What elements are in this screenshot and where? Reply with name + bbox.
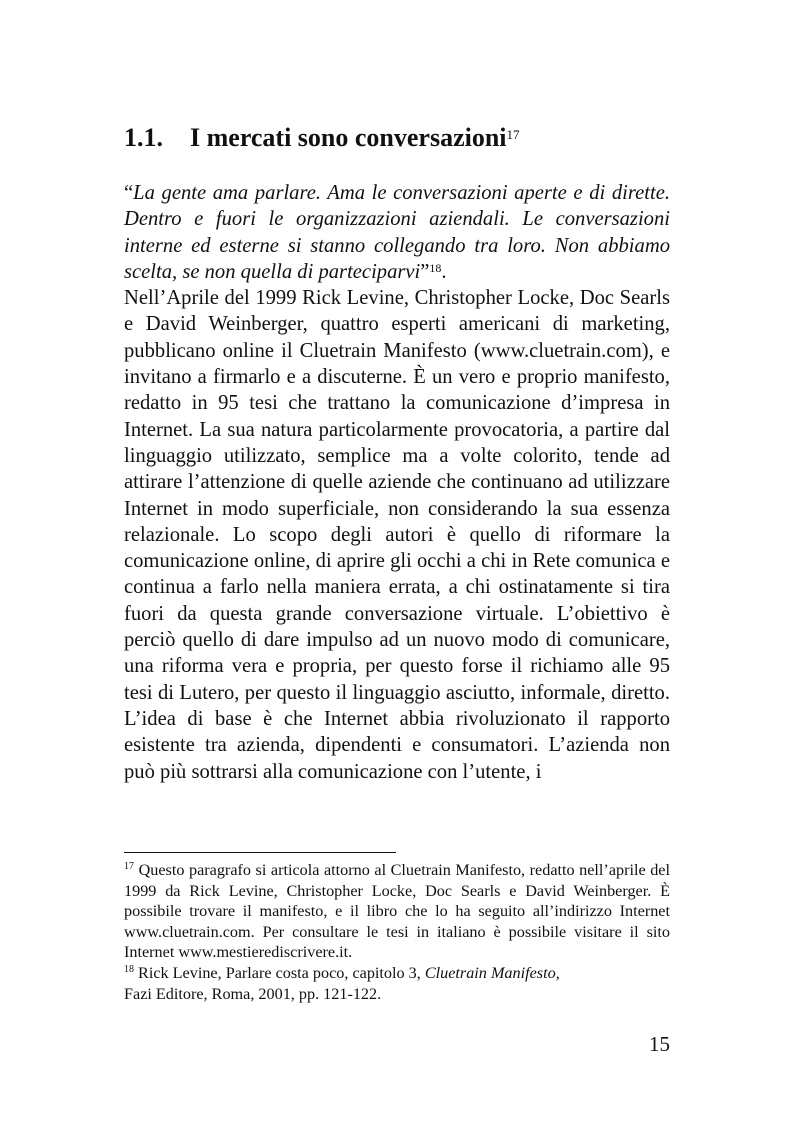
footnote-ref-17[interactable]: 17	[506, 127, 520, 142]
section-title: I mercati sono conversazioni	[190, 123, 507, 152]
footnote-17-text: Questo paragrafo si articola attorno al Cluetrain Manifesto, redatto nell’aprile del 1999 da Rick Levine, Christopher Locke, Doc Searls e David Weinberger. È possibile trovare il manifesto, e il libro che lo ha seguito all’indirizzo Internet www.cluetrain.com. Per consultare le tesi in italiano è possibile visitare il sito Internet www.mestierediscrivere.it.	[124, 861, 670, 962]
page-number: 15	[649, 1032, 670, 1056]
quote-text: La gente ama parlare. Ama le conversazioni aperte e di dirette. Dentro e fuori le organizzazioni aziendali. Le conversazioni interne ed esterne si stanno collegando tra loro. Non abbiamo scelta, se non quella di parteciparvi	[124, 182, 670, 283]
footnote-18-italic: Cluetrain Manifesto	[424, 963, 556, 982]
quote-period: .	[441, 260, 447, 283]
opening-quote	[124, 180, 670, 285]
footnote-18-text: Rick Levine, Parlare costa poco, capitolo 3,	[138, 963, 421, 982]
main-paragraph: Nell’Aprile del 1999 Rick Levine, Christopher Locke, Doc Searls e David Weinberger, quattro esperti americani di marketing, pubblicano online il Cluetrain Manifesto (www.cluetrain.com), e invitano a firmarlo e a discuterne. È un vero e proprio manifesto, redatto in 95 tesi che trattano la comunicazione d’impresa in Internet. La sua natura particolarmente provocatoria, a partire dal linguaggio utilizzato, semplice ma a volte colorito, tende ad attirare l’attenzione di quelle aziende che continuano ad utilizzare Internet in modo superficiale, non considerando la sua essenza relazionale. Lo scopo degli autori è quello di riformare la comunicazione online, di aprire gli occhi a chi in Rete comunica e continua a farlo nella maniera errata, a chi ostinatamente si tira fuori da questa grande conversazione virtuale. L’obiettivo è perciò quello di dare impulso ad un nuovo modo di comunicare, una riforma vera e propria, per questo forse il richiamo alle 95 tesi di Lutero, per questo il linguaggio asciutto, informale, diretto. L’idea di base è che Internet abbia rivoluzionato il rapporto esistente tra azienda, dipendenti e consumatori. L’azienda non può più sottrarsi alla comunicazione con l’utente, i	[124, 287, 670, 783]
footnote-divider	[124, 852, 396, 853]
section-heading	[124, 121, 520, 155]
footnote-18	[124, 963, 670, 1004]
close-quote-mark: ”	[420, 260, 430, 283]
footnotes	[124, 860, 670, 1004]
footnote-18-comma: ,	[555, 963, 560, 982]
footnote-17	[124, 860, 670, 963]
footnote-18-number: 18	[124, 963, 134, 975]
footnote-17-number: 17	[124, 861, 134, 872]
body-text	[124, 180, 670, 785]
footnote-18-line2: Fazi Editore, Roma, 2001, pp. 121-122.	[124, 984, 382, 1003]
footnote-ref-18[interactable]: 18	[429, 260, 442, 275]
section-number: 1.1.	[124, 123, 163, 152]
open-quote-mark: “	[124, 182, 134, 204]
